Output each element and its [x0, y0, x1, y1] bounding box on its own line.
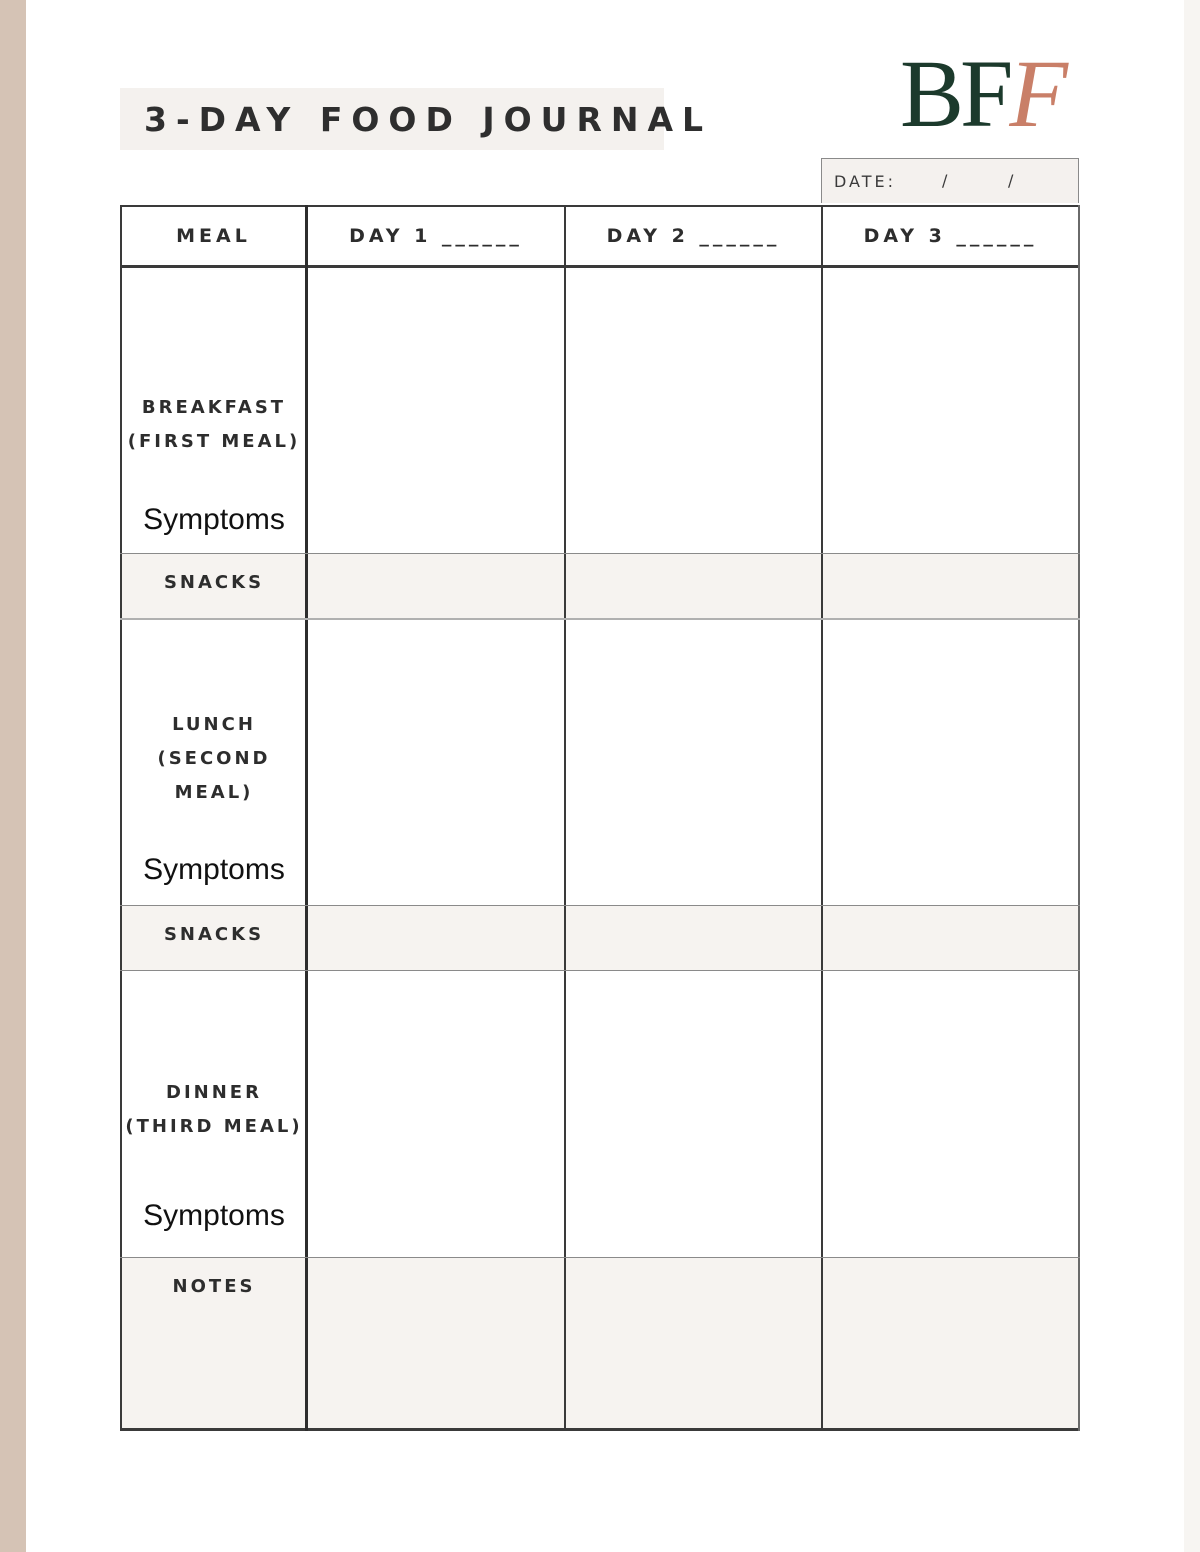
- bff-logo: [900, 40, 1065, 147]
- left-accent-band: [0, 0, 26, 1552]
- notes-label: NOTES: [172, 1276, 256, 1297]
- breakfast-label-line-1: BREAKFAST: [141, 397, 287, 418]
- title-banner: [120, 88, 713, 150]
- breakfast-day-2-cell[interactable]: [566, 268, 821, 553]
- lunch-symptoms-label: Symptoms: [143, 853, 285, 886]
- row-divider-5: [120, 1257, 1080, 1258]
- lunch-day-1-cell[interactable]: [308, 620, 564, 905]
- header-day-3: DAY 3 ______: [863, 225, 1038, 247]
- lunch-label-line-1: LUNCH: [172, 714, 256, 735]
- date-separator-1: /: [942, 171, 948, 190]
- date-separator-2: /: [1008, 171, 1014, 190]
- dinner-label-line-1: DINNER: [166, 1082, 262, 1103]
- table-bottom-border: [120, 1428, 1080, 1431]
- lunch-day-2-cell[interactable]: [566, 620, 821, 905]
- header-meal: MEAL: [176, 225, 251, 247]
- breakfast-day-3-cell[interactable]: [823, 268, 1078, 553]
- dinner-symptoms-label: Symptoms: [143, 1199, 285, 1232]
- logo-letter-b: B: [900, 40, 961, 147]
- snacks-label-2: SNACKS: [163, 924, 265, 945]
- date-field[interactable]: [821, 158, 1079, 203]
- header-day-1: DAY 1 ______: [349, 225, 523, 247]
- breakfast-day-1-cell[interactable]: [308, 268, 564, 553]
- header-day-2: DAY 2 ______: [606, 225, 781, 247]
- logo-letter-f: F: [960, 40, 1010, 147]
- logo-letter-f-accent: F: [1009, 40, 1065, 147]
- dinner-day-3-cell[interactable]: [823, 971, 1078, 1257]
- table-right-border: [1078, 205, 1080, 1431]
- dinner-day-2-cell[interactable]: [566, 971, 821, 1257]
- dinner-label-line-2: (THIRD MEAL): [125, 1116, 303, 1137]
- breakfast-symptoms-label: Symptoms: [143, 503, 285, 536]
- row-divider-1: [120, 553, 1080, 554]
- breakfast-label-line-2: (FIRST MEAL): [127, 431, 301, 452]
- row-divider-3: [120, 905, 1080, 906]
- dinner-day-1-cell[interactable]: [308, 971, 564, 1257]
- table-left-border: [120, 205, 122, 1431]
- lunch-label-line-2: (SECOND: [157, 748, 271, 769]
- lunch-day-3-cell[interactable]: [823, 620, 1078, 905]
- dinner-label: [122, 1076, 306, 1144]
- page-title: 3-DAY FOOD JOURNAL: [144, 99, 713, 139]
- date-label: DATE:: [834, 172, 897, 191]
- lunch-label-line-3: MEAL): [174, 782, 254, 803]
- snacks-label-1: SNACKS: [163, 572, 265, 593]
- breakfast-label: [122, 391, 306, 459]
- right-margin-band: [1184, 0, 1200, 1552]
- lunch-label: [122, 708, 306, 810]
